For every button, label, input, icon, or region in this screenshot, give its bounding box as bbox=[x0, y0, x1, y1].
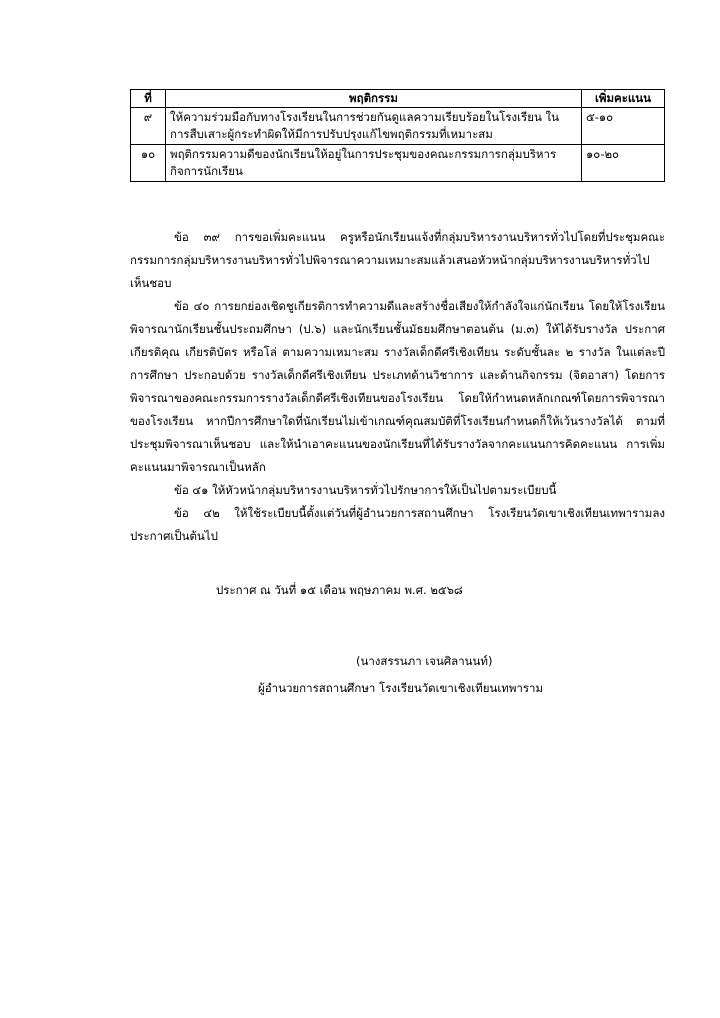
table-row bbox=[131, 145, 665, 182]
row-behavior: พฤติกรรมความดีของนักเรียนให้อยู่ในการประชุมของคณะกรรมการกลุ่มบริหาร กิจการนักเรียน bbox=[166, 145, 582, 182]
clause-39: ข้อ ๓๙ การขอเพิ่มคะแนน ครูหรือนักเรียนแจ้งที่กลุ่มบริหารงานบริหารทั่วไปโดยที่ประชุมคณะกรรมการกลุ่มบริหารงานบริหารทั่วไปพิจารณาความเหมาะสมแล้วเสนอหัวหน้ากลุ่มบริหารงานบริหารทั่วไป เห็นชอบ bbox=[130, 230, 665, 290]
row-points: ๕-๑๐ bbox=[582, 108, 665, 145]
table-row bbox=[131, 108, 665, 145]
clause-41: ข้อ ๔๑ ให้หัวหน้ากลุ่มบริหารงานบริหารทั่วไปรักษาการให้เป็นไปตามระเบียบนี้ bbox=[174, 483, 557, 497]
table-header-row bbox=[131, 90, 665, 108]
behavior-points-table bbox=[130, 89, 665, 182]
clause-42: ข้อ ๔๒ ให้ใช้ระเบียบนี้ตั้งแต่วันที่ผู้อำนวยการสถานศึกษา โรงเรียนวัดเขาเชิงเทียนเทพารามลงประกาศเป็นต้นไป bbox=[130, 506, 665, 543]
row-number: ๙ bbox=[131, 108, 166, 145]
clause-40: ข้อ ๔๐ การยกย่องเชิดชูเกียรติการทำความดีและสร้างชื่อเสียงให้กำลังใจแก่นักเรียน โดยให้โรงเรียน พิจารณานักเรียนชั้นประถมศึกษา (ป.๖) และนักเรียนชั้นมัธยมศึกษาตอนต้น (ม.๓) ให้ได้รับรางวัล ประกาศเกียรติคุณ เกียรติบัตร หรือโล่ ตามความเหมาะสม รางวัลเด็กดีศรีเชิงเทียน ระดับชั้นละ ๒ รางวัล ในแต่ละปีการศึกษา ประกอบด้วย รางวัลเด็กดีศรีเชิงเทียน ประเภทด้านวิชาการ และด้านกิจกรรม (จิตอาสา) โดยการพิจารณาของคณะกรรมการรางวัลเด็กดีศรีเชิงเทียนของโรงเรียน โดยให้กำหนดหลักเกณฑ์โดยการพิจารณาของโรงเรียน หากปีการศึกษาใดที่นักเรียนไม่เข้าเกณฑ์คุณสมบัติที่โรงเรียนกำหนดก็ให้เว้นรางวัลได้ ตามที่ประชุมพิจารณาเห็นชอบ และให้นำเอาคะแนนของนักเรียนที่ได้รับรางวัลจากคะแนนการคิดคะแนน การเพิ่มคะแนนมาพิจารณาเป็นหลัก bbox=[130, 299, 665, 474]
column-header-no: ที่ bbox=[131, 90, 166, 108]
column-header-behavior: พฤติกรรม bbox=[166, 90, 582, 108]
row-points: ๑๐-๒๐ bbox=[582, 145, 665, 182]
row-number: ๑๐ bbox=[131, 145, 166, 182]
regulation-body bbox=[130, 226, 665, 548]
column-header-points: เพิ่มคะแนน bbox=[582, 90, 665, 108]
row-behavior: ให้ความร่วมมือกับทางโรงเรียนในการช่วยกันดูแลความเรียบร้อยในโรงเรียน ใน การสืบเสาะผู้กระทำผิดให้มีการปรับปรุงแก้ไขพฤติกรรมที่เหมาะสม bbox=[166, 108, 582, 145]
announcement-date: ประกาศ ณ วันที่ ๑๕ เดือน พฤษภาคม พ.ศ. ๒๕๖๘ bbox=[216, 583, 463, 597]
signatory-title: ผู้อำนวยการสถานศึกษา โรงเรียนวัดเขาเชิงเทียนเทพาราม bbox=[258, 681, 544, 695]
signatory-name: (นางสรรนภา เจนศิลานนท์) bbox=[356, 654, 493, 668]
